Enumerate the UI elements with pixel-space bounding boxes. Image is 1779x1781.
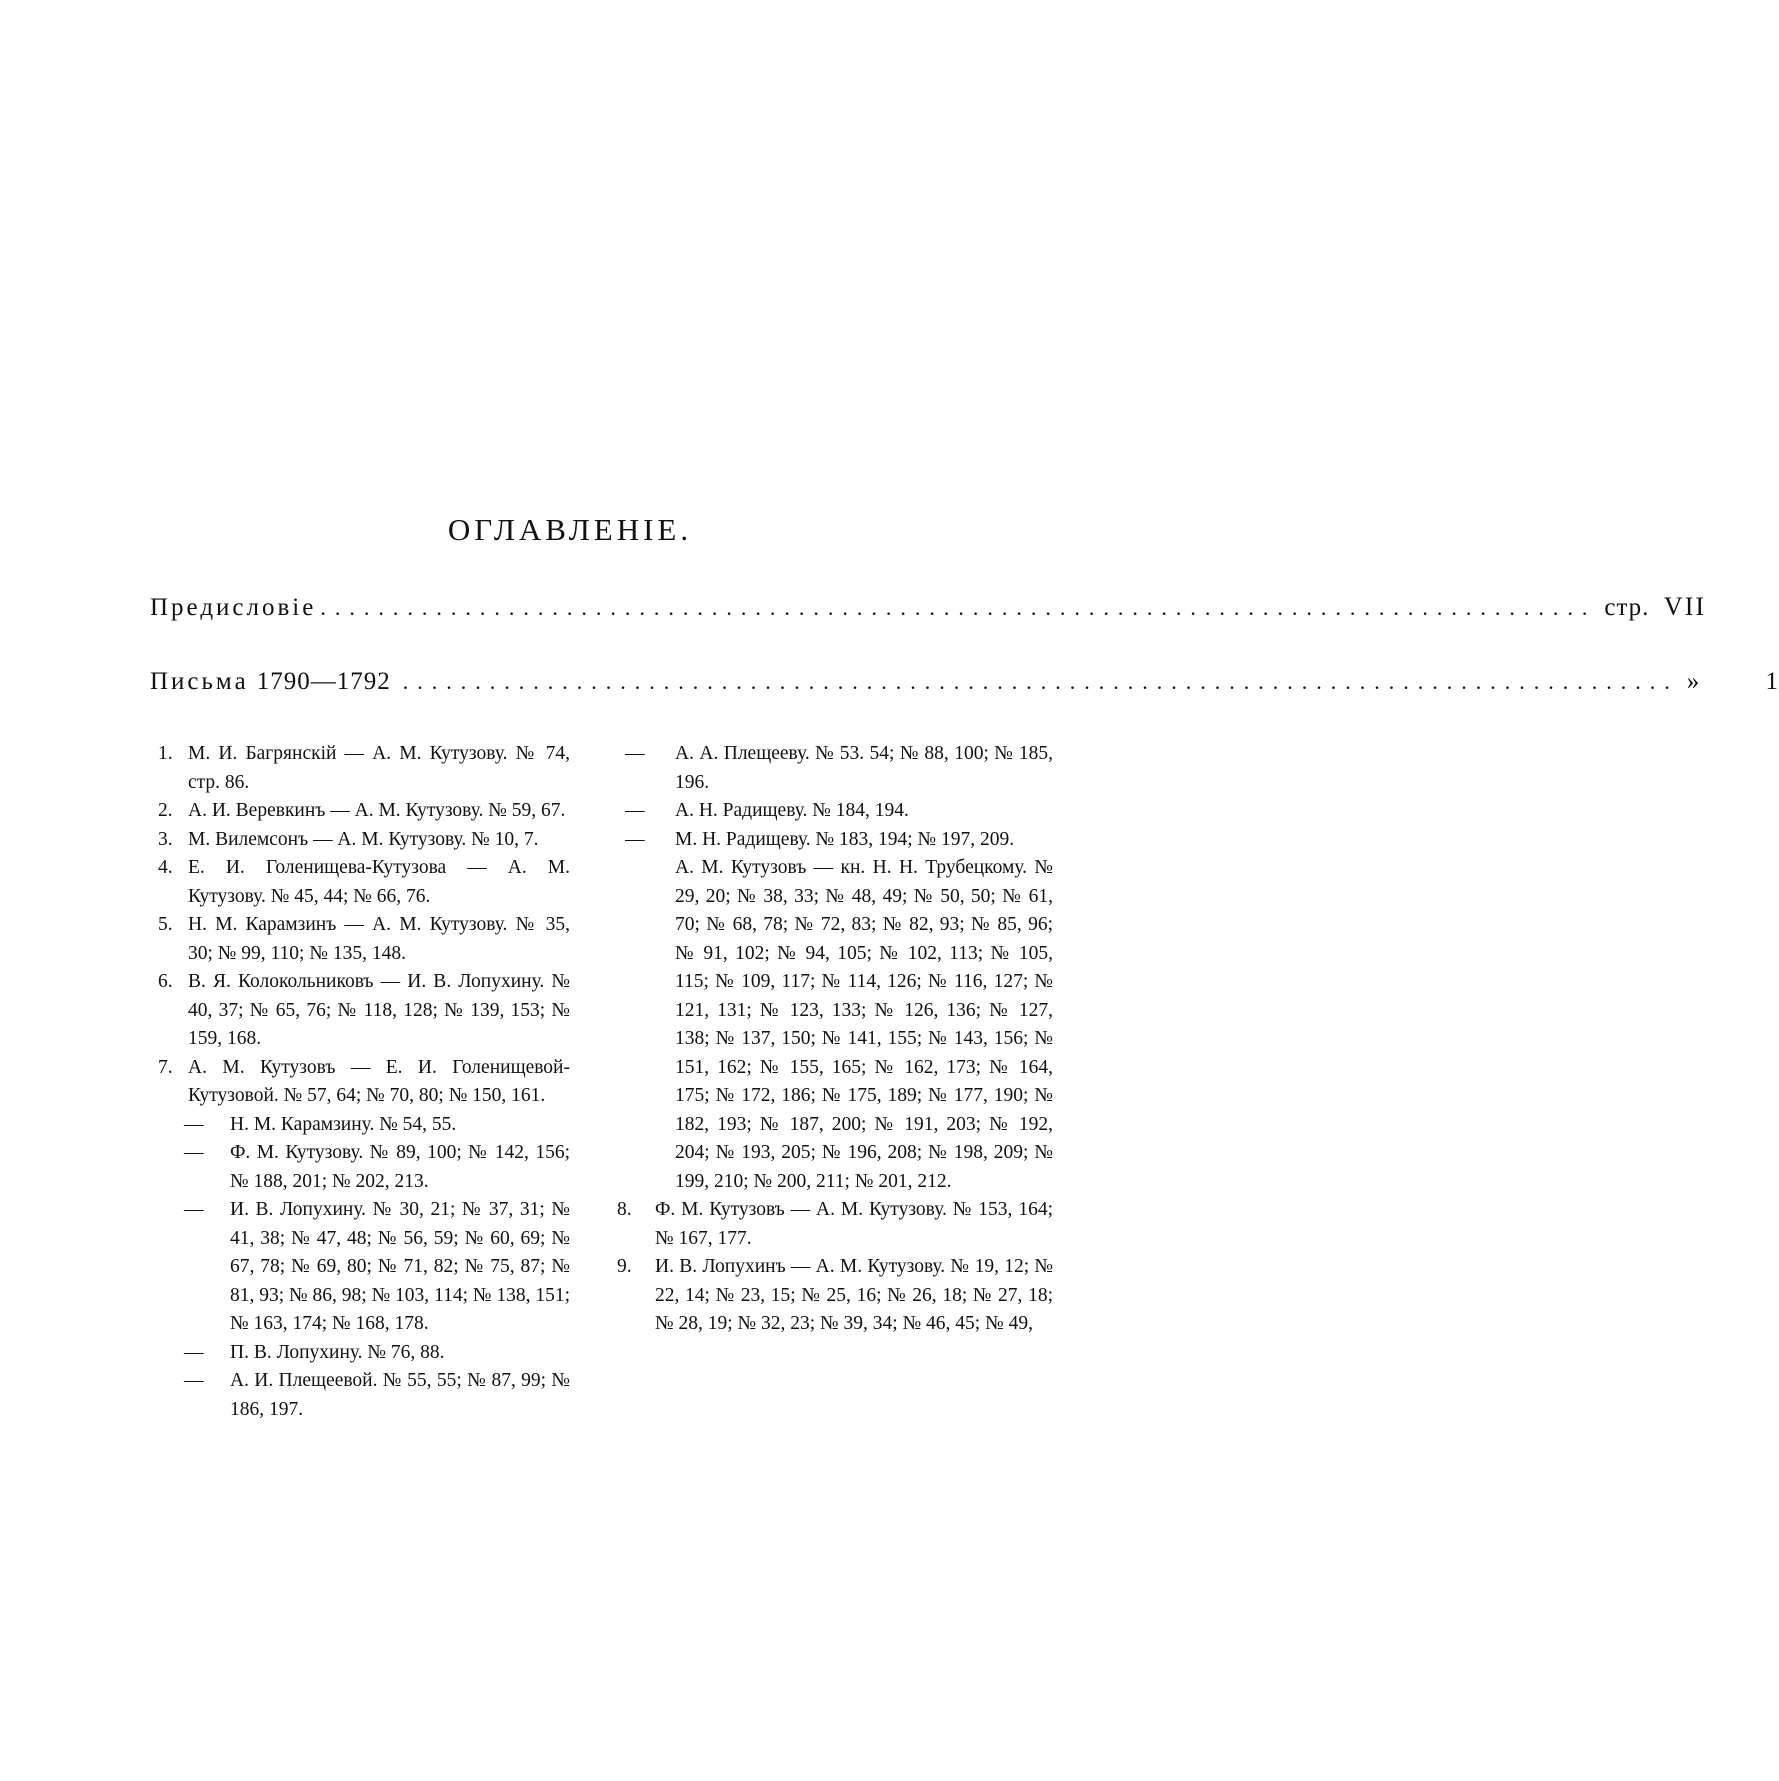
entry-dash: — (184, 1341, 204, 1363)
index-entry (150, 1367, 575, 1424)
entry-text: Е. И. Голенищева-Кутузова — А. М. Кутузову. № 45, 44; № 66, 76. (188, 857, 575, 907)
entry-text: М. И. Багрянскій — А. М. Кутузову. № 74, стр. 86. (188, 743, 575, 793)
toc-letters-mark: » (1686, 668, 1701, 695)
entry-number: 8. (617, 1199, 632, 1220)
index-entry (150, 826, 570, 855)
toc-line-preface (150, 592, 1707, 628)
entry-dash: — (625, 828, 645, 850)
entry-text: М. Вилемсонъ — А. М. Кутузову. № 10, 7. (188, 828, 539, 850)
index-entry (150, 854, 575, 911)
entry-number: 2. (158, 800, 173, 821)
index-entry (150, 1196, 575, 1339)
entry-number: 9. (617, 1256, 632, 1277)
entry-text: А. И. Плещеевой. № 55, 55; № 87, 99; № 186, 197. (230, 1370, 575, 1420)
entry-dash: — (625, 743, 645, 764)
entry-number: 1. (158, 743, 173, 764)
index-column-right (617, 740, 1058, 1339)
index-column-left (150, 740, 575, 1424)
index-entry (150, 968, 575, 1054)
leader-dots: ........................................................................................ (402, 669, 1679, 694)
entry-dash: — (625, 800, 645, 821)
index-entry (150, 911, 575, 968)
entry-text: Н. М. Карамзинъ — А. М. Кутузову. № 35, 30; № 99, 110; № 135, 148. (188, 914, 575, 964)
toc-letters-page (1679, 668, 1779, 696)
entry-dash: — (184, 1370, 204, 1391)
page-title: ОГЛАВЛЕНІЕ. (447, 512, 693, 547)
entry-number: 5. (158, 914, 173, 935)
entry-text: А. Н. Радищеву. № 184, 194. (675, 800, 909, 821)
entry-number: 7. (158, 1056, 173, 1078)
index-entry (150, 740, 575, 797)
index-entry (150, 1111, 570, 1140)
entry-text: А. М. Кутузовъ — Е. И. Голенищевой-Кутузовой. № 57, 64; № 70, 80; № 150, 161. (188, 1056, 570, 1106)
index-entry (625, 797, 1053, 826)
toc-letters-page-number: 1 (1765, 668, 1779, 695)
entry-text: И. В. Лопухину. № 30, 21; № 37, 31; № 41, 38; № 47, 48; № 56, 59; № 60, 69; № 67, 78; № 69, 80; № 71, 82; № 75, 87; № 81, 93; № 86, 98; № 103, 114; № 138, 151; № 163, 174; № 168, 178. (230, 1199, 575, 1334)
toc-preface-page-prefix: стр. (1604, 594, 1650, 621)
toc-line-letters (150, 668, 1779, 704)
entry-text: А. М. Кутузовъ — кн. Н. Н. Трубецкому. № 29, 20; № 38, 33; № 48, 49; № 50, 50; № 61, 70; № 68, 78; № 72, 83; № 82, 93; № 85, 96; № 91, 102; № 94, 105; № 102, 113; № 105, 115; № 109, 117; № 114, 126; № 116, 127; № 121, 131; № 123, 133; № 126, 136; № 127, 138; № 137, 150; № 141, 155; № 143, 156; № 151, 162; № 155, 165; № 162, 173; № 164, 175; № 172, 186; № 175, 189; № 177, 190; № 182, 193; № 187, 200; № 191, 203; № 192, 204; № 193, 205; № 196, 208; № 198, 209; № 199, 210; № 200, 211; № 201, 212. (675, 857, 1058, 1192)
entry-text: В. Я. Колокольниковъ — И. В. Лопухину. № 40, 37; № 65, 76; № 118, 128; № 139, 153; № 159, 168. (188, 971, 575, 1049)
entry-dash: — (184, 1199, 204, 1220)
toc-preface-page-number: VII (1663, 592, 1707, 621)
index-entry (150, 797, 570, 826)
entry-dash: — (184, 1113, 204, 1135)
index-entry (617, 1253, 1058, 1339)
entry-text: П. В. Лопухину. № 76, 88. (230, 1341, 445, 1363)
index-entry (625, 826, 1053, 855)
entry-number: 6. (158, 971, 173, 992)
index-entry (617, 1196, 1058, 1253)
entry-text: Н. М. Карамзину. № 54, 55. (230, 1113, 457, 1135)
index-entry (625, 740, 1058, 797)
index-entry (625, 854, 1058, 1196)
entry-number: 4. (158, 857, 173, 878)
toc-preface-label: Предисловіе (150, 594, 317, 621)
index-entry (150, 1139, 575, 1196)
entry-text: И. В. Лопухинъ — А. М. Кутузову. № 19, 12; № 22, 14; № 23, 15; № 25, 16; № 26, 18; № 27, 18; № 28, 19; № 32, 23; № 39, 34; № 46, 45; № 49, (655, 1256, 1058, 1334)
index-entry (150, 1339, 570, 1368)
entry-text: Ф. М. Кутузовъ — А. М. Кутузову. № 153, 164; № 167, 177. (655, 1199, 1058, 1249)
entry-text: М. Н. Радищеву. № 183, 194; № 197, 209. (675, 828, 1015, 850)
leader-dots: ........................................................................................ (320, 595, 1597, 620)
toc-letters-label: Письма (150, 668, 249, 695)
entry-dash: — (184, 1142, 204, 1163)
entry-number: 3. (158, 828, 173, 850)
entry-text: А. А. Плещееву. № 53. 54; № 88, 100; № 185, 196. (675, 743, 1058, 793)
entry-text: А. И. Веревкинъ — А. М. Кутузову. № 59, 67. (188, 800, 566, 821)
entry-text: Ф. М. Кутузову. № 89, 100; № 142, 156; № 188, 201; № 202, 213. (230, 1142, 575, 1192)
index-entry (150, 1054, 570, 1111)
toc-letters-years: 1790—1792 (256, 668, 391, 695)
toc-preface-page (1596, 592, 1706, 622)
